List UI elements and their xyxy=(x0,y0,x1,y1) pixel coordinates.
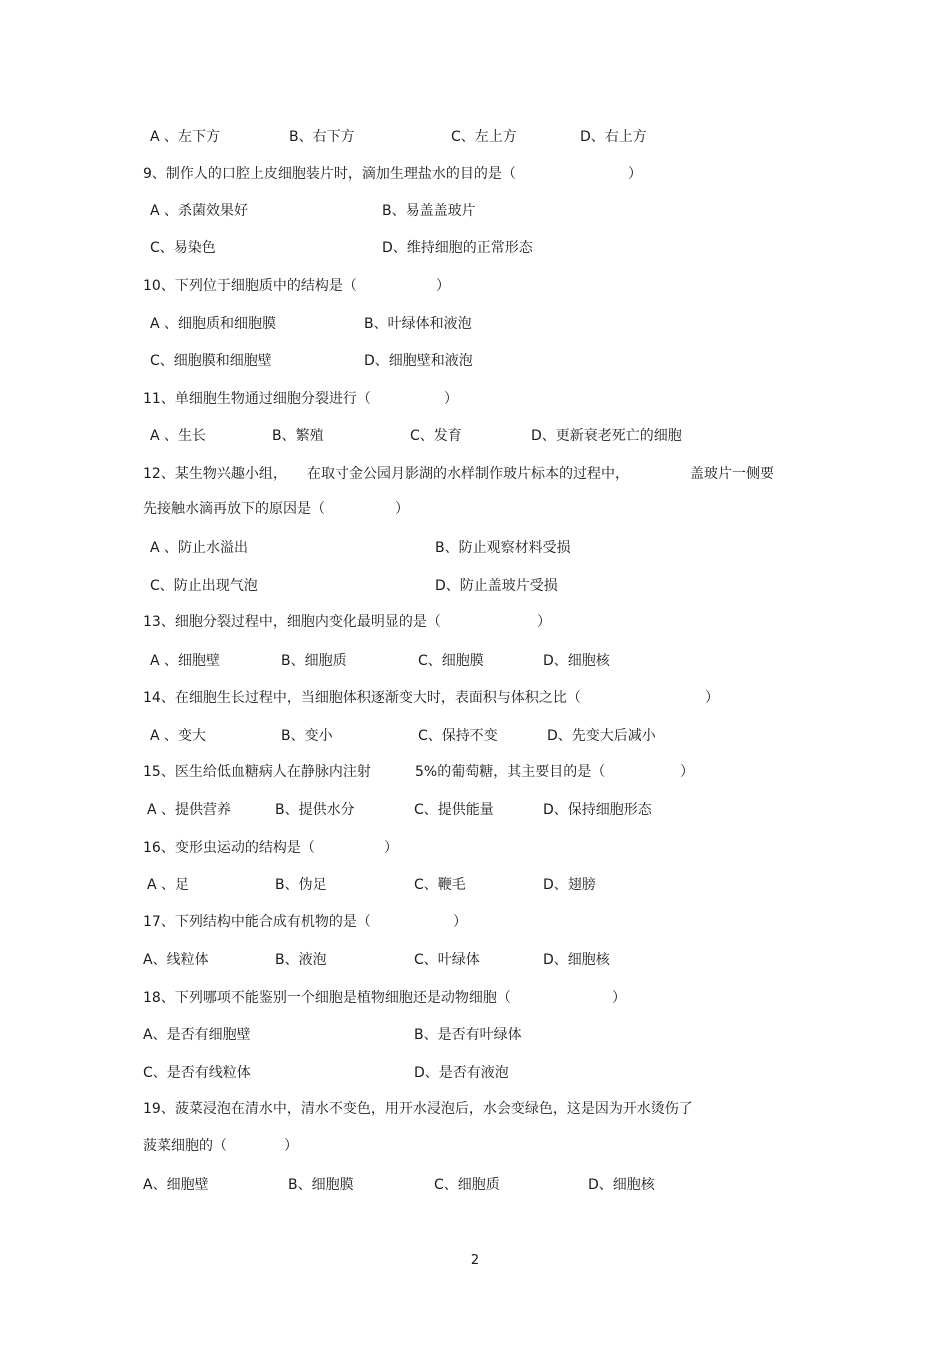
answer-options-row xyxy=(0,576,950,596)
answer-option: C、叶绿体 xyxy=(414,952,480,968)
answer-option: B、提供水分 xyxy=(275,802,355,818)
answer-option: A、细胞壁 xyxy=(143,1177,209,1193)
question-text: 15、医生给低血糖病人在静脉内注射 xyxy=(143,764,371,780)
answer-option: A 、细胞质和细胞膜 xyxy=(150,316,277,332)
answer-option: D、细胞壁和液泡 xyxy=(364,353,473,369)
question-text: 10、下列位于细胞质中的结构是（ xyxy=(143,278,357,294)
question-text: ） xyxy=(680,764,694,780)
answer-options-row xyxy=(0,314,950,334)
question-text: ） xyxy=(705,690,719,706)
question-stem-line xyxy=(0,389,950,409)
question-stem-line xyxy=(0,1099,950,1119)
question-stem-line xyxy=(0,276,950,296)
answer-option: B、右下方 xyxy=(289,129,355,145)
question-text: ） xyxy=(436,278,450,294)
answer-option: B、细胞膜 xyxy=(288,1177,354,1193)
question-text: 在取寸金公园月影湖的水样制作玻片标本的过程中， xyxy=(307,466,629,482)
answer-option: B、易盖盖玻片 xyxy=(382,203,476,219)
answer-options-row xyxy=(0,875,950,895)
answer-option: B、叶绿体和液泡 xyxy=(364,316,472,332)
answer-options-row xyxy=(0,726,950,746)
question-stem-line xyxy=(0,1136,950,1156)
answer-option: C、保持不变 xyxy=(418,728,498,744)
answer-option: D、防止盖玻片受损 xyxy=(435,578,558,594)
question-text: ） xyxy=(444,391,458,407)
question-text: ） xyxy=(384,840,398,856)
answer-option: B、繁殖 xyxy=(272,428,324,444)
answer-option: C、细胞膜 xyxy=(418,653,484,669)
question-text: ） xyxy=(453,914,467,930)
question-stem-line xyxy=(0,612,950,632)
question-text: 16、变形虫运动的结构是（ xyxy=(143,840,315,856)
question-text: 盖玻片一侧要 xyxy=(690,466,774,482)
answer-option: A、是否有细胞壁 xyxy=(143,1027,251,1043)
question-stem-line xyxy=(0,838,950,858)
answer-option: D、细胞核 xyxy=(588,1177,655,1193)
answer-option: D、保持细胞形态 xyxy=(543,802,652,818)
question-text: 13、细胞分裂过程中，细胞内变化最明显的是（ xyxy=(143,614,441,630)
answer-option: D、是否有液泡 xyxy=(414,1065,509,1081)
answer-options-row xyxy=(0,538,950,558)
answer-options-row xyxy=(0,651,950,671)
answer-option: C、鞭毛 xyxy=(414,877,466,893)
answer-options-row xyxy=(0,1175,950,1195)
question-text: ） xyxy=(395,501,409,517)
answer-option: D、先变大后减小 xyxy=(547,728,656,744)
answer-options-row xyxy=(0,950,950,970)
answer-options-row xyxy=(0,351,950,371)
answer-option: B、伪足 xyxy=(275,877,327,893)
question-text: 先接触水滴再放下的原因是（ xyxy=(143,501,325,517)
answer-option: D、翅膀 xyxy=(543,877,596,893)
answer-option: D、细胞核 xyxy=(543,952,610,968)
answer-option: D、维持细胞的正常形态 xyxy=(382,240,533,256)
answer-options-row xyxy=(0,1025,950,1045)
question-text: ） xyxy=(537,614,551,630)
answer-option: C、提供能量 xyxy=(414,802,494,818)
answer-option: B、液泡 xyxy=(275,952,327,968)
question-text: 9、制作人的口腔上皮细胞装片时，滴加生理盐水的目的是（ xyxy=(143,166,516,182)
answer-option: C、细胞质 xyxy=(434,1177,500,1193)
answer-options-row xyxy=(0,800,950,820)
answer-option: A 、生长 xyxy=(150,428,207,444)
answer-option: A 、细胞壁 xyxy=(150,653,221,669)
answer-options-row xyxy=(0,127,950,147)
question-text: 18、下列哪项不能鉴别一个细胞是植物细胞还是动物细胞（ xyxy=(143,990,511,1006)
question-stem-line xyxy=(0,912,950,932)
question-stem-line xyxy=(0,499,950,519)
question-stem-line xyxy=(0,988,950,1008)
question-text: 14、在细胞生长过程中，当细胞体积逐渐变大时，表面积与体积之比（ xyxy=(143,690,581,706)
answer-option: C、易染色 xyxy=(150,240,216,256)
answer-option: A 、杀菌效果好 xyxy=(150,203,249,219)
answer-option: C、发育 xyxy=(410,428,462,444)
answer-option: B、细胞质 xyxy=(281,653,347,669)
question-text: 12、某生物兴趣小组， xyxy=(143,466,287,482)
question-text: ） xyxy=(284,1138,298,1154)
answer-option: C、防止出现气泡 xyxy=(150,578,258,594)
question-text: 19、菠菜浸泡在清水中，清水不变色，用开水浸泡后，水会变绿色，这是因为开水烫伤了 xyxy=(143,1101,693,1117)
answer-option: C、左上方 xyxy=(451,129,517,145)
answer-option: B、变小 xyxy=(281,728,333,744)
answer-option: D、细胞核 xyxy=(543,653,610,669)
answer-option: A 、变大 xyxy=(150,728,207,744)
answer-options-row xyxy=(0,238,950,258)
answer-option: C、细胞膜和细胞壁 xyxy=(150,353,272,369)
answer-option: D、右上方 xyxy=(580,129,647,145)
answer-option: A 、防止水溢出 xyxy=(150,540,249,556)
question-stem-line xyxy=(0,164,950,184)
question-text: ） xyxy=(628,166,642,182)
page-number: 2 xyxy=(470,1253,480,1268)
question-text: 菠菜细胞的（ xyxy=(143,1138,227,1154)
question-text: 11、单细胞生物通过细胞分裂进行（ xyxy=(143,391,371,407)
question-stem-line xyxy=(0,688,950,708)
answer-option: A 、提供营养 xyxy=(147,802,232,818)
answer-options-row xyxy=(0,201,950,221)
question-text: ） xyxy=(612,990,626,1006)
answer-options-row xyxy=(0,426,950,446)
answer-options-row xyxy=(0,1063,950,1083)
answer-option: D、更新衰老死亡的细胞 xyxy=(531,428,682,444)
answer-option: B、防止观察材料受损 xyxy=(435,540,571,556)
question-stem-line xyxy=(0,464,950,484)
answer-option: A 、左下方 xyxy=(150,129,221,145)
answer-option: B、是否有叶绿体 xyxy=(414,1027,522,1043)
answer-option: A 、足 xyxy=(147,877,190,893)
question-text: 5%的葡萄糖，其主要目的是（ xyxy=(415,764,606,780)
question-stem-line xyxy=(0,762,950,782)
answer-option: C、是否有线粒体 xyxy=(143,1065,251,1081)
answer-option: A、线粒体 xyxy=(143,952,209,968)
question-text: 17、下列结构中能合成有机物的是（ xyxy=(143,914,371,930)
